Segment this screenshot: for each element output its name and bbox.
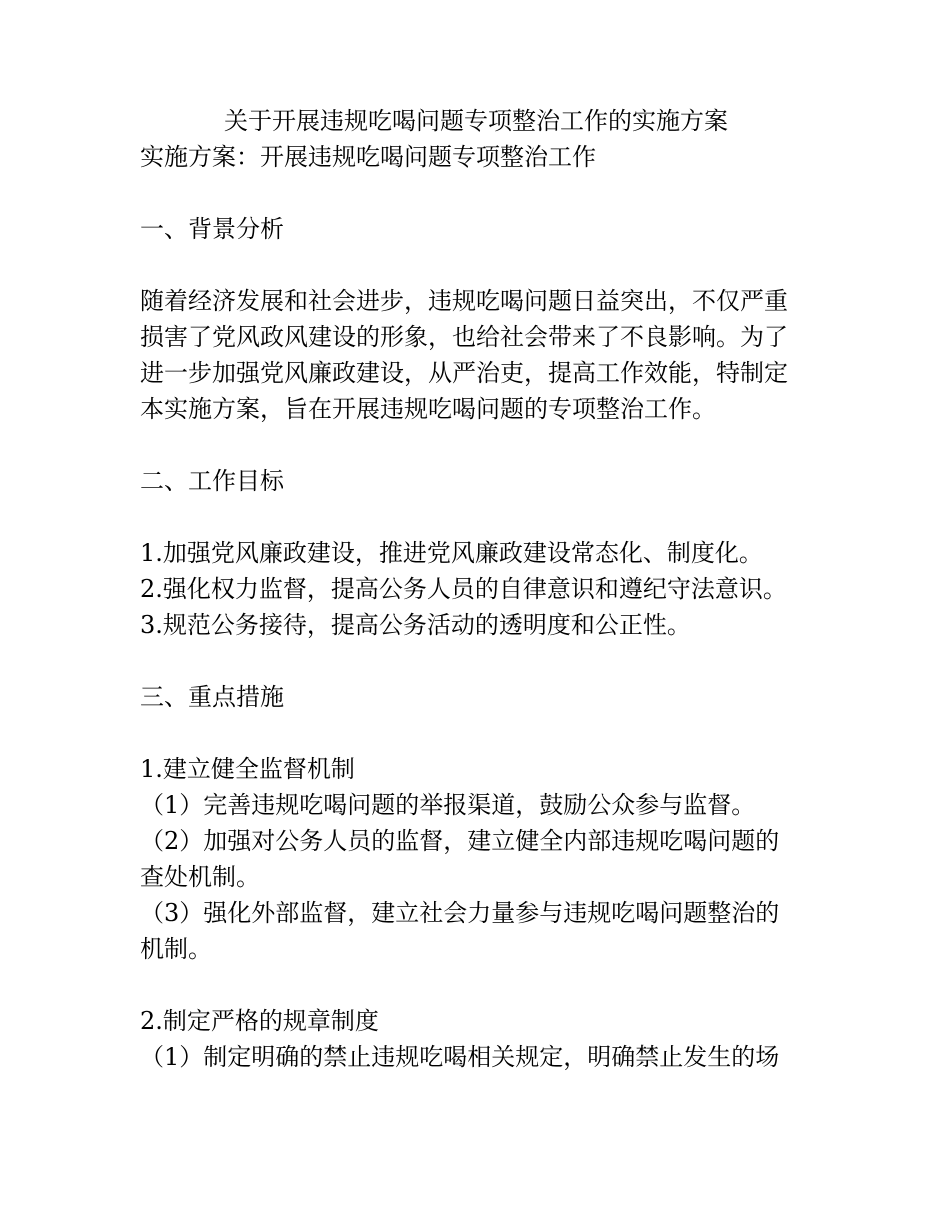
- spacer: [140, 715, 812, 751]
- section-heading-measures: 三、重点措施: [140, 683, 284, 711]
- spacer: [140, 499, 812, 535]
- paragraph-line: 损害了党风政风建设的形象，也给社会带来了不良影响。为了: [140, 323, 788, 351]
- measure-line: （1）完善违规吃喝问题的举报渠道，鼓励公众参与监督。: [140, 791, 756, 819]
- section-heading-background: 一、背景分析: [140, 215, 284, 243]
- paragraph-line: 随着经济发展和社会进步，违规吃喝问题日益突出，不仅严重: [140, 287, 788, 315]
- document-body: [140, 103, 812, 1075]
- list-item: 3.规范公务接待，提高公务活动的透明度和公正性。: [140, 611, 691, 639]
- document-subtitle: 实施方案：开展违规吃喝问题专项整治工作: [140, 143, 596, 171]
- document-title: 关于开展违规吃喝问题专项整治工作的实施方案: [224, 107, 728, 135]
- spacer: [140, 643, 812, 679]
- spacer: [140, 427, 812, 463]
- measure-line: （3）强化外部监督，建立社会力量参与违规吃喝问题整治的: [140, 899, 780, 927]
- measure-line: （1）制定明确的禁止违规吃喝相关规定，明确禁止发生的场: [140, 1043, 780, 1071]
- paragraph-line: 进一步加强党风廉政建设，从严治吏，提高工作效能，特制定: [140, 359, 788, 387]
- spacer: [140, 247, 812, 283]
- measure-line: 机制。: [140, 935, 212, 963]
- spacer: [140, 967, 812, 1003]
- goals-list: [140, 535, 812, 643]
- measure-line: （2）加强对公务人员的监督，建立健全内部违规吃喝问题的: [140, 827, 780, 855]
- list-item: 1.加强党风廉政建设，推进党风廉政建设常态化、制度化。: [140, 539, 763, 567]
- measure-heading: 1.建立健全监督机制: [140, 755, 355, 783]
- paragraph-line: 本实施方案，旨在开展违规吃喝问题的专项整治工作。: [140, 395, 716, 423]
- section-heading-goals: 二、工作目标: [140, 467, 284, 495]
- background-paragraph: [140, 283, 812, 427]
- measure-1: [140, 751, 812, 967]
- spacer: [140, 175, 812, 211]
- measure-line: 查处机制。: [140, 863, 260, 891]
- measure-heading: 2.制定严格的规章制度: [140, 1007, 379, 1035]
- measure-2: [140, 1003, 812, 1075]
- list-item: 2.强化权力监督，提高公务人员的自律意识和遵纪守法意识。: [140, 575, 787, 603]
